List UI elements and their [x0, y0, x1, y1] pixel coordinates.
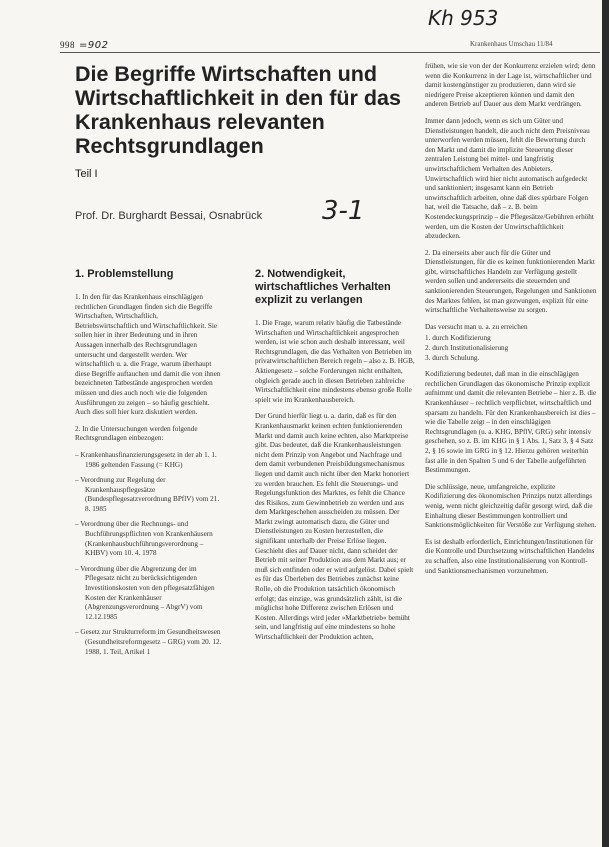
scan-edge-shadow [602, 0, 609, 847]
list-item: 1. durch Kodifizierung [425, 334, 491, 343]
paragraph: Es ist deshalb erforderlich, Einrichtungen/Institutionen für die Kontrolle und Durchsetzung wirtschaftlichen Handelns zu schaffen, also eine Institutionalisierung von Kontroll- und Sanktionsmechanismen vorzunehmen. [425, 537, 595, 575]
handwritten-mark: 3-1 [322, 196, 365, 226]
paragraph: 1. In den für das Krankenhaus einschlägigen rechtlichen Grundlagen finden sich die Begriffe Wirtschaften, Wirtschaftlich, Betriebswirtschaftlich und Wirtschaftlichkeit. Sie sollen hier in ihrer Bedeutung und in ihren Aussagen innerhalb des Rechtsgrundlagen untersucht und dargestellt werden. Wer wirtschaftlich u. a. die Frage, warum überhaupt diese Begriffe auftauchen und damit die von ihnen bezeichneten Tatbestände angesprochen werden müssen und dies auch noch wie die folgenden Ausführungen zu zeigen – so häufig geschieht. Auch dies soll hier kurz diskutiert werden. [75, 293, 221, 417]
header-rule [60, 52, 600, 53]
paragraph: Der Grund hierfür liegt u. a. darin, daß es für den Krankenhausmarkt keinen echten funktionierenden Markt und damit auch keine echten, also Marktpreise gibt. Das bedeutet, daß die Krankenhausleistungen nicht dem Prinzip von Angebot und Nachfrage und dem damit verbundenen Preisbildungsmechanismus liegen und damit auch nicht über den Markt honoriert zu werden brauchen. Es fehlt die Steuerungs- und Regelungsfunktion des Marktes, es fehlt die Chance des Risikos, zum Gewinnbetrieb zu werden und aus dem Marktgeschehen ausscheiden zu müssen. Der Markt zwingt automatisch dazu, die Güter und Dienstleistungen zu Kosten herzustellen, die signifikant unterhalb der Preise Erlöse liegen. Geschieht dies auf Dauer nicht, dann scheidet der Betrieb mit seiner Produktion aus dem Markt aus; er muß sich entfinden oder er wird aufgelöst. Dabei spielt es für das Überleben des Betriebes zunächst keine Rolle, ob die Produktion tatsächlich ökonomisch erfolgt; das einzige, was grundsätzlich zählt, ist die möglichst hohe Differenz zwischen Erlösen und Kosten. Allerdings wird jeder »Marktbetrieb« bemüht sein, und langfristig auf eine mindestens so hohe Wirtschaftlichkeit der Produktion achten, [255, 412, 414, 641]
law-list [75, 451, 223, 657]
page-number-text: 998 [60, 40, 75, 50]
list-item: – Verordnung zur Regelung der Krankenhauspflegesätze (Bundespflegesatzverordnung BPflV) vom 21. 8. 1985 [75, 476, 220, 513]
column-3 [425, 62, 597, 583]
paragraph: 1. Die Frage, warum relativ häufig die Tatbestände Wirtschaften und Wirtschaftlichkeit angesprochen werden, ist wie schon auch deshalb interessant, weil Rechtsgrundlagen, die das Verhalten von Betrieben im privatwirtschaftlichen Bereich regeln – also z. B. HGB, Aktiengesetz – solche Forderungen nicht enthalten, obgleich gerade auch in diesen Betrieben zahlreiche Wirtschaftlichkeit eine mindestens ebenso große Rolle spielt wie im Krankenhausbereich. [255, 319, 415, 404]
paragraph: Die schlüssige, neue, umfangreiche, explizite Kodifizierung des ökonomischen Prinzips nutzt allerdings wenig, wenn nicht gleichzeitig dafür gesorgt wird, daß die Einhaltung dieser Bestimmungen kontrolliert und Sanktionsmöglichkeiten für Verstöße zur Verfügung stehen. [425, 482, 597, 530]
article-title: Die Begriffe Wirtschaften und Wirtschaftlichkeit in den für das Krankenhaus relevanten Rechtsgrundlagen [75, 62, 401, 158]
column-2 [255, 268, 415, 650]
list-item: – Verordnung über die Rechnungs- und Buchführungspflichten von Krankenhäusern (Krankenhausbuchführungsverordnung – KHBV) vom 10. 4. 1978 [75, 520, 213, 558]
section-heading: 2. Notwendigkeit, wirtschaftliches Verhalten explizit zu verlangen [255, 268, 391, 306]
paragraph: Das versucht man u. a. zu erreichen [425, 322, 528, 331]
paragraph: frühen, wie sie von der der Konkurrenz erzielen wird; denn wenn die Konkurrenz in der Lage ist, wirtschaftlicher und damit kostengünstiger zu produzieren, dann wird sie niedrigere Preise akzeptieren können und damit den anderen Betrieb auf Dauer aus dem Markt verdrängen. [425, 62, 596, 109]
paragraph: 2. In die Untersuchungen werden folgende Rechtsgrundlagen einbezogen: [75, 424, 198, 443]
paragraph: Kodifizierung bedeutet, daß man in die einschlägigen rechtlichen Grundlagen das ökonomische Prinzip explizit aufnimmt und damit die relevanten Betriebe – hier z. B. die Krankenhäuser – rechtlich verpflichtet, wirtschaftlich und sparsam zu handeln. Für den Krankenhausbereich ist dies – wie die Tabelle zeigt – in den einschlägigen Rechtsgrundlagen (u. a. KHG, BPflV, GRG) sehr intensiv geschehen, so z. B. im KHG in § 1 Abs. 1, Satz 3, § 4 Satz 2, § 16 sowie im GRG in § 12. Hierzu gehören weiterhin fast alle in den Spalten 5 und 6 der Tabelle aufgeführten Bestimmungen. [425, 370, 597, 475]
article-author: Prof. Dr. Burghardt Bessai, Osnabrück [75, 210, 263, 222]
list-item: 2. durch Institutionalisierung [425, 344, 509, 353]
paragraph: 2. Da einerseits aber auch für die Güter und Dienstleistungen, für die es keinen funktionierenden Markt gibt, wirtschaftliches Handeln zur Verfügung gestellt werden sollen und andererseits die steuernden und sanktionierenden Steuerungen, Regelungen und Sanktionen des Marktes fehlen, ist man gezwungen, explizit für eine wirtschaftliche Verhaltensweise zu sorgen. [425, 248, 597, 315]
running-title: Krankenhaus Umschau 11/84 [470, 40, 553, 48]
list-item: – Verordnung über die Abgrenzung der im Pflegesatz nicht zu berücksichtigenden Investitionskosten von den pflegesatzfähigen Kosten der Krankenhäuser (Abgrenzungsverordnung – AbgrV) vom 12.12.1985 [75, 564, 215, 621]
handwritten-page-ref: =902 [79, 40, 109, 51]
paragraph: Immer dann jedoch, wenn es sich um Güter und Dienstleistungen handelt, die auch nicht dem Preisniveau unterworfen werden müssen, fehlt die Bewertung durch den Markt und damit die implizite Steuerung dieser zentralen Leistung bei mittel- und langfristig unwirtschaftlichem Verhalten des Anbieters. Unwirtschaftlich wird hier nicht automatisch aufgedeckt und sanktioniert; insgesamt kann ein Betrieb unwirtschaftlich arbeiten, ohne daß dies spürbare Folgen hat, weil die Tatsache, daß – z. B. beim Kostendeckungsprinzip – die Pflegesätze/Gebühren erhöht werden, um die Kosten der Unwirtschaftlichkeit abzudecken. [425, 116, 594, 241]
section-heading: 1. Problemstellung [75, 268, 174, 280]
article-part: Teil I [75, 168, 98, 180]
column-1 [75, 268, 223, 663]
list-item: 3. durch Schulung. [425, 353, 480, 362]
handwritten-ref-top: Kh 953 [428, 6, 499, 30]
measures-list [425, 334, 597, 363]
page-number [60, 40, 109, 51]
list-item: – Gesetz zur Strukturreform im Gesundheitswesen (Gesundheitsreformgesetz – GRG) vom 20. 12. 1988, 1. Teil, Artikel 1 [75, 628, 222, 656]
list-item: – Krankenhausfinanzierungsgesetz in der ab 1. 1. 1986 geltenden Fassung (= KHG) [75, 450, 217, 469]
